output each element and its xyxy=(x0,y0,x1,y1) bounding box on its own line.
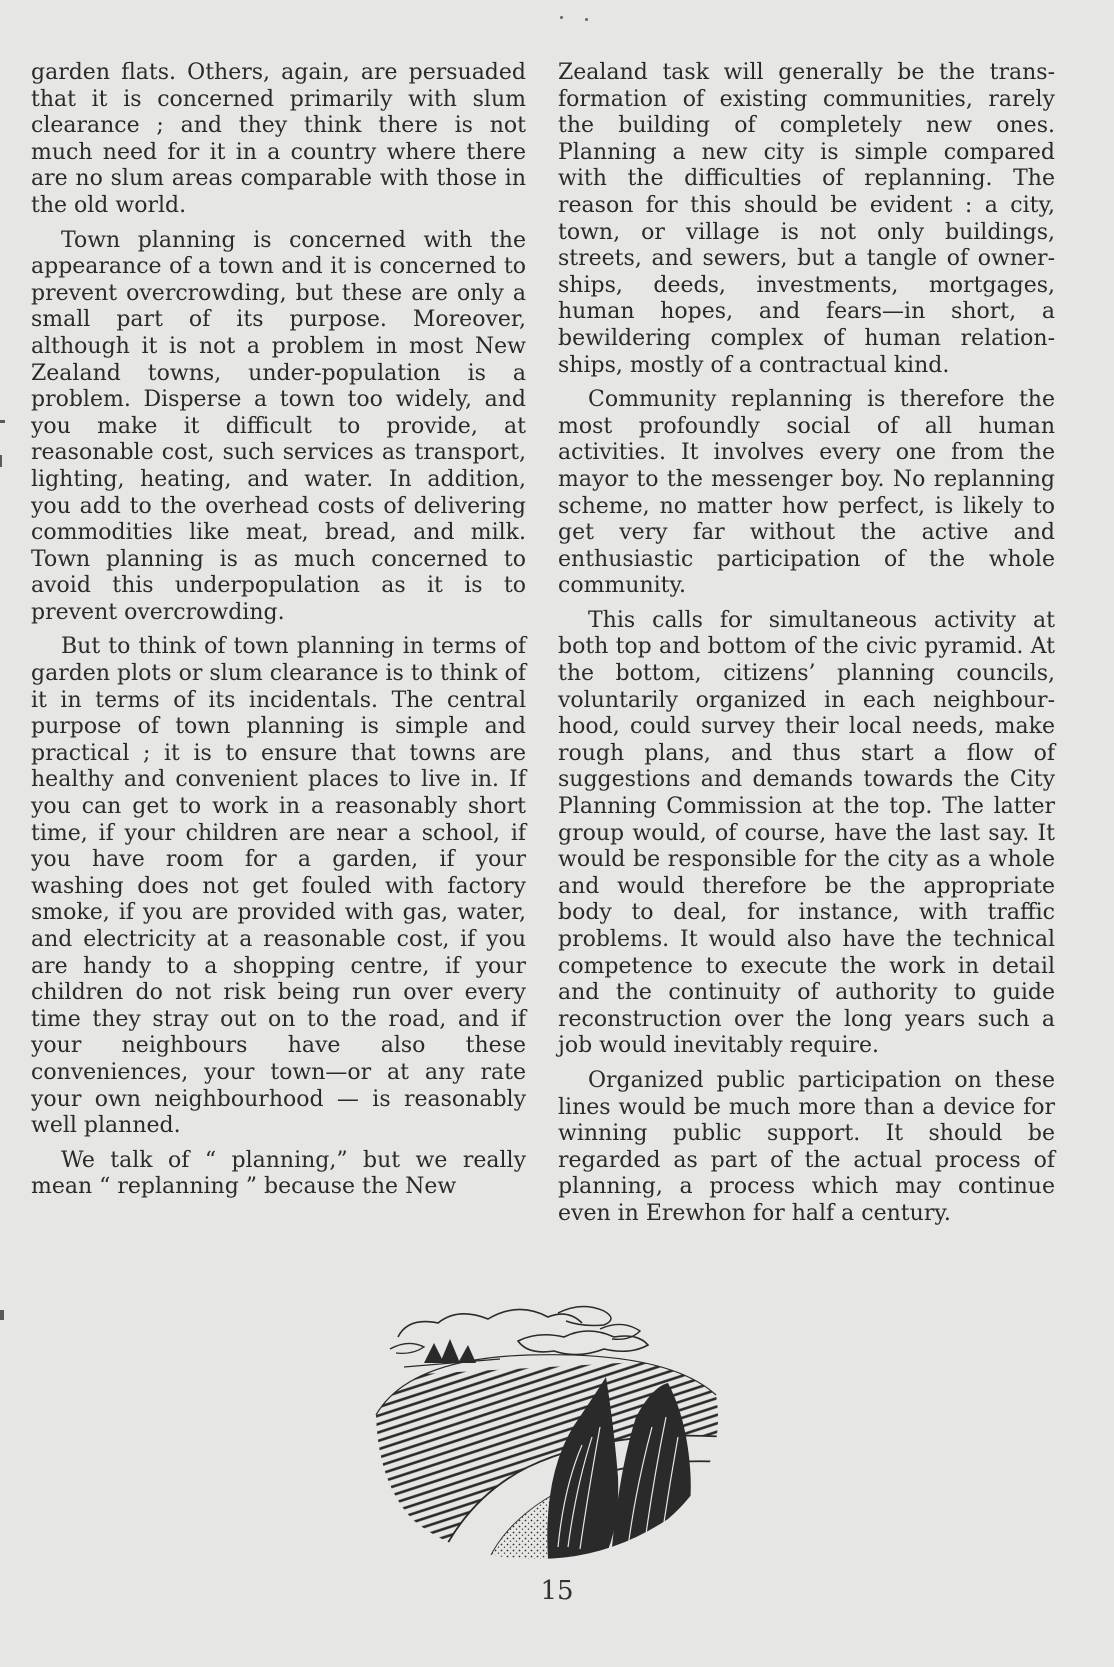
binding-mark xyxy=(0,420,5,423)
landscape-illustration-icon xyxy=(368,1297,728,1562)
speck-mark xyxy=(560,16,563,19)
left-paragraph-3: But to think of town planning in terms of garden plots or slum clearance is to think of it in terms of its incidentals. The central purpose of town planning is simple and practical ; it is to ensure that towns are healthy and convenient places to live in. If you can get to work in a reasonably short time, if your children are near a school, if you have room for a garden, if your washing does not get fouled with factory smoke, if you are provided with gas, water, and electricity at a reasonable cost, if you are handy to a shopping centre, if your children do not risk being run over every time they stray out on to the road, and if your neighbours have also these conveniences, your town—or at any rate your own neighbourhood — is reasonably well planned. xyxy=(31,634,526,1139)
speck-mark xyxy=(585,18,588,21)
left-paragraph-1: garden flats. Others, again, are persuaded that it is concerned primarily with slum clearance ; and they think there is not much need for it in a country where there are no slum areas comparable with those in the old world. xyxy=(31,60,526,218)
right-paragraph-3: This calls for simultaneous activity at both top and bottom of the civic pyramid. At the bottom, citizens’ planning councils, voluntarily organized in each neighbourhood, could survey their local needs, make rough plans, and thus start a flow of suggestions and demands towards the City Planning Commission at the top. The latter group would, of course, have the last say. It would be responsible for the city as a whole and would therefore be the appropriate body to deal, for instance, with traffic problems. It would also have the technical competence to execute the work in detail and the continuity of authority to guide reconstruction over the long years such a job would inevitably require. xyxy=(558,607,1055,1059)
right-paragraph-4: Organized public participation on these lines would be much more than a device for winning public support. It should be regarded as part of the actual process of planning, a process which may continue even in Erewhon for half a century. xyxy=(558,1067,1055,1226)
left-column xyxy=(31,60,526,1201)
binding-mark xyxy=(0,1310,4,1320)
page-number: 15 xyxy=(540,1576,574,1606)
right-paragraph-1: Zealand task will generally be the transformation of existing communities, rarely the building of completely new ones. Planning a new city is simple compared with the difficulties of replanning. The reason for this should be evident : a city, town, or village is not only buildings, streets, and sewers, but a tangle of ownerships, deeds, investments, mortgages, human hopes, and fears—in short, a bewildering complex of human relationships, mostly of a contractual kind. xyxy=(558,60,1055,378)
right-paragraph-2: Community replanning is therefore the most profoundly social of all human activities. It involves every one from the mayor to the messenger boy. No replanning scheme, no matter how perfect, is likely to get very far without the active and enthusiastic participation of the whole community. xyxy=(558,387,1055,599)
right-column xyxy=(558,60,1055,1228)
left-paragraph-4: We talk of “ planning,” but we really mean “ replanning ” because the New xyxy=(31,1147,526,1200)
binding-mark xyxy=(0,455,2,467)
left-paragraph-2: Town planning is concerned with the appearance of a town and it is concerned to prevent overcrowding, but these are only a small part of its purpose. Moreover, although it is not a problem in most New Zealand towns, under-population is a problem. Disperse a town too widely, and you make it difficult to provide, at reasonable cost, such services as transport, lighting, heating, and water. In addition, you add to the overhead costs of delivering commodities like meat, bread, and milk. Town planning is as much concerned to avoid this underpopulation as it is to prevent overcrowding. xyxy=(31,227,526,625)
